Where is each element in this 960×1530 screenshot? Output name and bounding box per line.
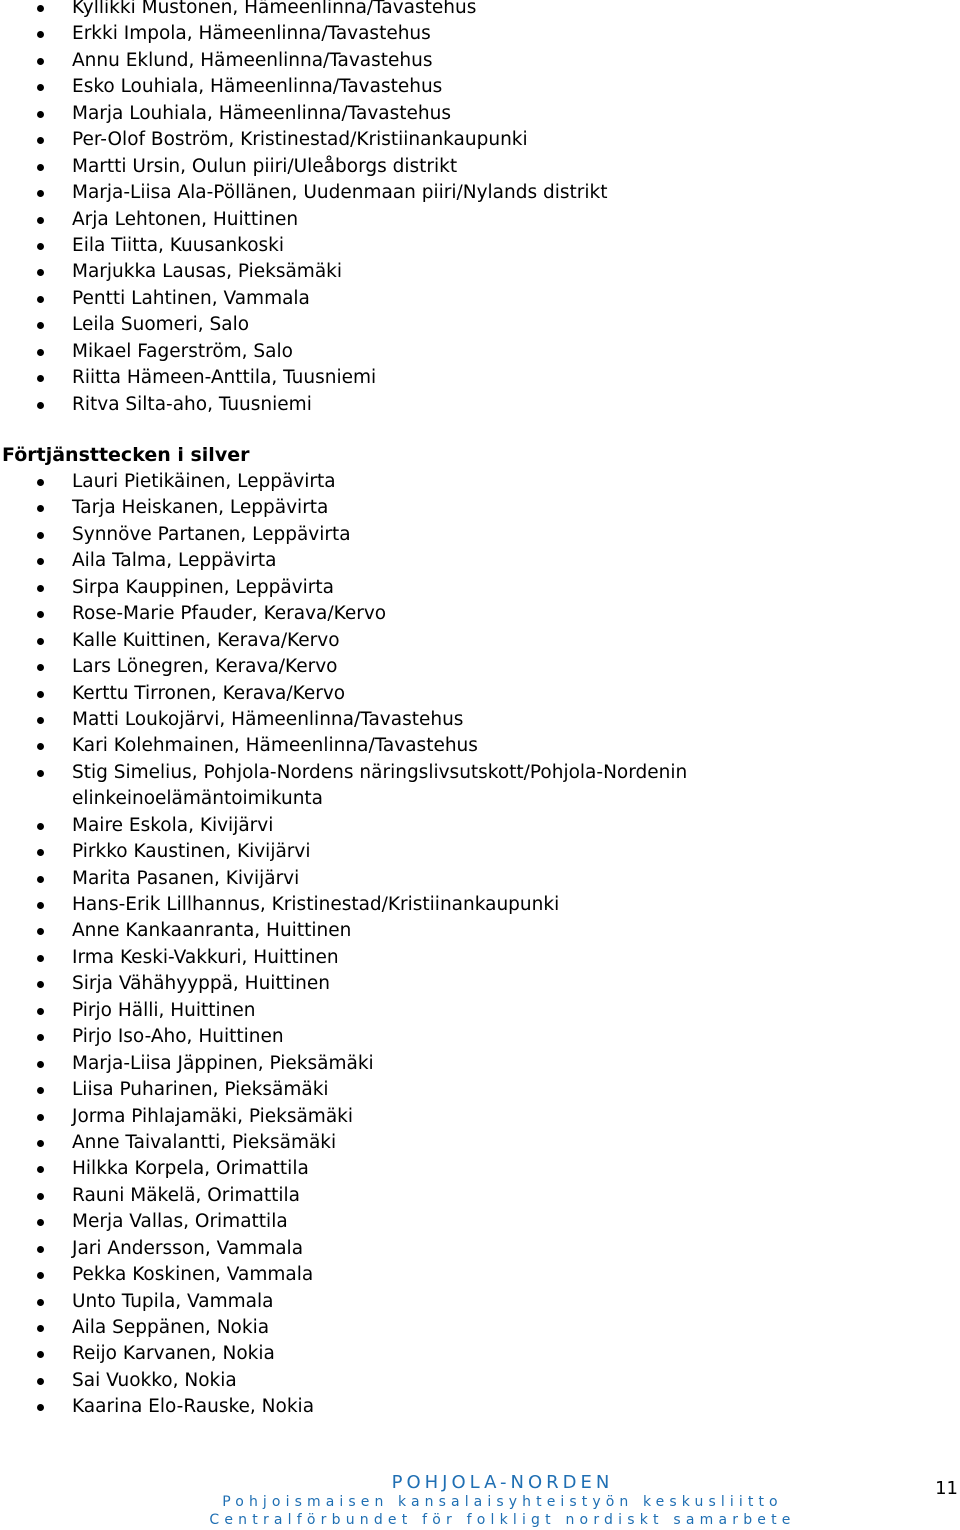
list-item-text: Pirkko Kaustinen, Kivijärvi [72, 841, 311, 863]
list-item [0, 312, 722, 338]
list-item [0, 1051, 722, 1077]
bullet-icon [37, 190, 44, 197]
bullet-icon [37, 532, 44, 539]
list-item-text: Sirpa Kauppinen, Leppävirta [72, 576, 335, 598]
list-item [0, 1130, 722, 1156]
list-item [0, 548, 722, 574]
list-item [0, 601, 722, 627]
bullet-icon [37, 31, 44, 38]
list-item [0, 813, 722, 839]
bullet-icon [37, 585, 44, 592]
list-item [0, 575, 722, 601]
recipient-list-top [0, 0, 722, 418]
page-number: 11 [935, 1478, 958, 1499]
bullet-icon [37, 928, 44, 935]
recipient-list-silver [0, 469, 722, 1421]
list-item [0, 1077, 722, 1103]
bullet-icon [37, 876, 44, 883]
list-item [0, 127, 722, 153]
bullet-icon [37, 770, 44, 777]
bullet-icon [37, 955, 44, 962]
list-item [0, 733, 722, 759]
list-item-text: Aila Talma, Leppävirta [72, 550, 277, 572]
list-item [0, 1104, 722, 1130]
list-item [0, 48, 722, 74]
bullet-icon [37, 664, 44, 671]
bullet-icon [37, 1061, 44, 1068]
bullet-icon [37, 1351, 44, 1358]
list-item-text: Rose-Marie Pfauder, Kerava/Kervo [72, 603, 387, 625]
bullet-icon [37, 1008, 44, 1015]
list-item-text: Tarja Heiskanen, Leppävirta [72, 497, 329, 519]
list-item [0, 74, 722, 100]
list-item [0, 1183, 722, 1209]
bullet-icon [37, 84, 44, 91]
list-item-text: Synnöve Partanen, Leppävirta [72, 523, 351, 545]
bullet-icon [37, 638, 44, 645]
list-item-text: Merja Vallas, Orimattila [72, 1211, 288, 1233]
list-item [0, 0, 722, 21]
list-item-text: Per-Olof Boström, Kristinestad/Kristiinankaupunki [72, 129, 528, 151]
bullet-icon [37, 322, 44, 329]
list-item [0, 971, 722, 997]
section-heading: Förtjänsttecken i silver [2, 444, 250, 466]
list-item-text: Riitta Hämeen-Anttila, Tuusniemi [72, 367, 377, 389]
list-item [0, 945, 722, 971]
list-item-text: Jorma Pihlajamäki, Pieksämäki [72, 1105, 354, 1127]
list-item [0, 495, 722, 521]
bullet-icon [37, 558, 44, 565]
list-item-text: Pentti Lahtinen, Vammala [72, 287, 310, 309]
list-item-text: Hilkka Korpela, Orimattila [72, 1158, 309, 1180]
bullet-icon [37, 479, 44, 486]
list-item [0, 1315, 722, 1341]
list-item [0, 392, 722, 418]
list-item-text: Marja-Liisa Ala-Pöllänen, Uudenmaan piiri/Nylands distrikt [72, 182, 608, 204]
list-item-text: Maire Eskola, Kivijärvi [72, 814, 274, 836]
list-item-text: Marita Pasanen, Kivijärvi [72, 867, 300, 889]
list-item [0, 1236, 722, 1262]
list-item [0, 1262, 722, 1288]
list-item-text: Kaarina Elo-Rauske, Nokia [72, 1396, 315, 1418]
list-item [0, 522, 722, 548]
list-item [0, 892, 722, 918]
bullet-icon [37, 243, 44, 250]
list-item-text: Jari Andersson, Vammala [72, 1237, 304, 1259]
list-item-text: Leila Suomeri, Salo [72, 314, 250, 336]
list-item-text: Lauri Pietikäinen, Leppävirta [72, 471, 336, 492]
list-item [0, 101, 722, 127]
bullet-icon [37, 743, 44, 750]
list-item [0, 1289, 722, 1315]
bullet-icon [37, 375, 44, 382]
list-item-text: Unto Tupila, Vammala [72, 1290, 274, 1312]
list-item-text: Pekka Koskinen, Vammala [72, 1264, 314, 1286]
bullet-icon [37, 1034, 44, 1041]
list-item [0, 760, 722, 813]
list-item-text: Rauni Mäkelä, Orimattila [72, 1184, 301, 1206]
bullet-icon [37, 849, 44, 856]
bullet-icon [37, 1114, 44, 1121]
list-item-text: Esko Louhiala, Hämeenlinna/Tavastehus [72, 76, 443, 98]
list-item-text: Pirjo Iso-Aho, Huittinen [72, 1026, 284, 1048]
bullet-icon [37, 1378, 44, 1385]
list-item-text: Matti Loukojärvi, Hämeenlinna/Tavastehus [72, 708, 464, 730]
list-item [0, 1368, 722, 1394]
list-item-text: Annu Eklund, Hämeenlinna/Tavastehus [72, 49, 433, 71]
list-item [0, 998, 722, 1024]
list-item-text: Stig Simelius, Pohjola-Nordens näringslivsutskott/Pohjola-Nordenin elinkeinoelämäntoimikunta [72, 761, 688, 810]
bullet-icon [37, 1404, 44, 1411]
bullet-icon [37, 1193, 44, 1200]
list-item-text: Mikael Fagerström, Salo [72, 340, 293, 362]
bullet-icon [37, 691, 44, 698]
bullet-icon [37, 349, 44, 356]
bullet-icon [37, 111, 44, 118]
bullet-icon [37, 1087, 44, 1094]
footer-subtitle-finnish: Pohjoismaisen kansalaisyhteistyön keskusliitto [222, 1494, 783, 1510]
bullet-icon [37, 402, 44, 409]
list-item [0, 21, 722, 47]
list-item-text: Kari Kolehmainen, Hämeenlinna/Tavastehus [72, 735, 478, 757]
list-item-text: Reijo Karvanen, Nokia [72, 1343, 275, 1365]
bullet-icon [37, 164, 44, 171]
bullet-icon [37, 1246, 44, 1253]
list-item-text: Hans-Erik Lillhannus, Kristinestad/Kristiinankaupunki [72, 894, 560, 916]
bullet-icon [37, 269, 44, 276]
bullet-icon [37, 296, 44, 303]
list-item-text: Anne Taivalantti, Pieksämäki [72, 1131, 337, 1153]
list-item [0, 469, 722, 495]
bullet-icon [37, 1166, 44, 1173]
list-item-text: Kyllikki Mustonen, Hämeenlinna/Tavastehus [72, 0, 477, 18]
list-item [0, 339, 722, 365]
list-item-text: Martti Ursin, Oulun piiri/Uleåborgs distrikt [72, 155, 458, 177]
list-item [0, 628, 722, 654]
bullet-icon [37, 505, 44, 512]
list-item-text: Kalle Kuittinen, Kerava/Kervo [72, 629, 340, 651]
list-item [0, 707, 722, 733]
bullet-icon [37, 611, 44, 618]
list-item-text: Lars Lönegren, Kerava/Kervo [72, 656, 338, 678]
list-item [0, 365, 722, 391]
list-item [0, 154, 722, 180]
list-item-text: Eila Tiitta, Kuusankoski [72, 234, 285, 256]
bullet-icon [37, 717, 44, 724]
list-item-text: Irma Keski-Vakkuri, Huittinen [72, 946, 339, 968]
list-item [0, 1156, 722, 1182]
bullet-icon [37, 1325, 44, 1332]
list-item [0, 918, 722, 944]
list-item [0, 180, 722, 206]
list-item [0, 207, 722, 233]
bullet-icon [37, 137, 44, 144]
list-item [0, 1341, 722, 1367]
list-item-text: Erkki Impola, Hämeenlinna/Tavastehus [72, 23, 431, 45]
bullet-icon [37, 58, 44, 65]
list-item [0, 1209, 722, 1235]
bullet-icon [37, 1299, 44, 1306]
bullet-icon [37, 981, 44, 988]
list-item-text: Aila Seppänen, Nokia [72, 1317, 270, 1339]
list-item-text: Ritva Silta-aho, Tuusniemi [72, 393, 312, 415]
list-item-text: Marja Louhiala, Hämeenlinna/Tavastehus [72, 102, 452, 124]
list-item-text: Sirja Vähähyyppä, Huittinen [72, 973, 330, 995]
list-item [0, 1024, 722, 1050]
list-item [0, 1394, 722, 1420]
list-item [0, 866, 722, 892]
bullet-icon [37, 5, 44, 12]
footer-subtitle-swedish: Centralförbundet för folkligt nordiskt samarbete [209, 1512, 796, 1528]
list-item [0, 233, 722, 259]
list-item-text: Anne Kankaanranta, Huittinen [72, 920, 352, 942]
bullet-icon [37, 1219, 44, 1226]
bullet-icon [37, 1140, 44, 1147]
list-item [0, 839, 722, 865]
bullet-icon [37, 217, 44, 224]
list-item [0, 259, 722, 285]
list-item [0, 286, 722, 312]
list-item [0, 654, 722, 680]
list-item [0, 681, 722, 707]
list-item-text: Liisa Puharinen, Pieksämäki [72, 1079, 329, 1101]
list-item-text: Marjukka Lausas, Pieksämäki [72, 261, 343, 283]
list-item-text: Sai Vuokko, Nokia [72, 1369, 237, 1391]
bullet-icon [37, 1272, 44, 1279]
bullet-icon [37, 902, 44, 909]
list-item-text: Arja Lehtonen, Huittinen [72, 208, 299, 230]
bullet-icon [37, 823, 44, 830]
list-item-text: Kerttu Tirronen, Kerava/Kervo [72, 682, 346, 704]
list-item-text: Marja-Liisa Jäppinen, Pieksämäki [72, 1052, 374, 1074]
footer-org-name: POHJOLA-NORDEN [391, 1472, 614, 1493]
list-item-text: Pirjo Hälli, Huittinen [72, 999, 256, 1021]
